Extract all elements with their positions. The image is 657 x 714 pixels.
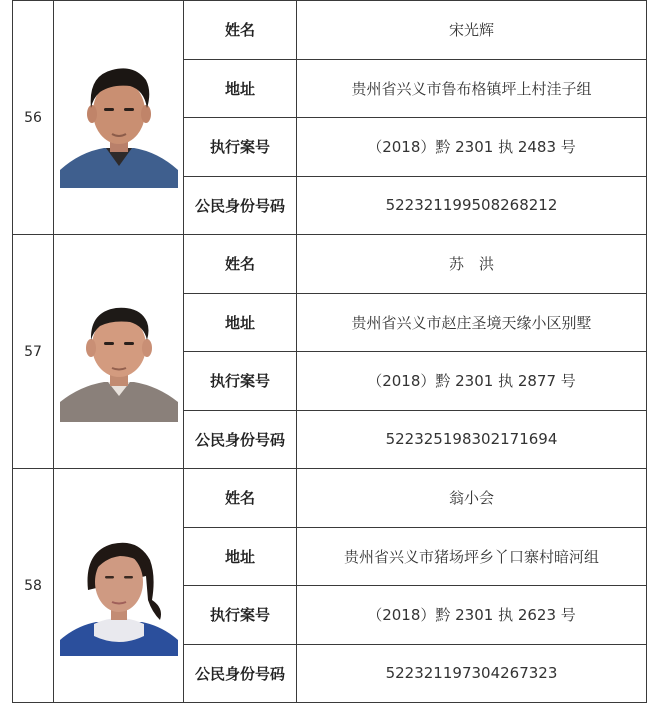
portrait-photo-56 — [60, 48, 178, 188]
portrait-photo-57 — [60, 282, 178, 422]
value-address: 贵州省兴义市猪场坪乡丫口寨村暗河组 — [297, 527, 647, 586]
row-index: 56 — [13, 1, 54, 235]
label-case-number: 执行案号 — [184, 586, 297, 645]
value-case-number: （2018）黔 2301 执 2623 号 — [297, 586, 647, 645]
table-row — [13, 235, 647, 294]
row-index: 57 — [13, 235, 54, 469]
value-id-number: 522325198302171694 — [297, 410, 647, 469]
table-row — [13, 469, 647, 528]
label-name: 姓名 — [184, 1, 297, 60]
label-address: 地址 — [184, 293, 297, 352]
value-id-number: 522321197304267323 — [297, 644, 647, 703]
label-case-number: 执行案号 — [184, 118, 297, 177]
label-address: 地址 — [184, 59, 297, 118]
value-name: 宋光辉 — [297, 1, 647, 60]
value-id-number: 522321199508268212 — [297, 176, 647, 235]
portrait-photo-58 — [60, 516, 178, 656]
row-index: 58 — [13, 469, 54, 703]
value-name: 翁小会 — [297, 469, 647, 528]
value-address: 贵州省兴义市鲁布格镇坪上村洼子组 — [297, 59, 647, 118]
portrait-cell — [54, 469, 184, 703]
value-name: 苏 洪 — [297, 235, 647, 294]
label-case-number: 执行案号 — [184, 352, 297, 411]
portrait-cell — [54, 1, 184, 235]
value-address: 贵州省兴义市赵庄圣境天缘小区别墅 — [297, 293, 647, 352]
label-address: 地址 — [184, 527, 297, 586]
value-case-number: （2018）黔 2301 执 2877 号 — [297, 352, 647, 411]
label-id-number: 公民身份号码 — [184, 644, 297, 703]
portrait-cell — [54, 235, 184, 469]
label-name: 姓名 — [184, 235, 297, 294]
table-row — [13, 1, 647, 60]
label-id-number: 公民身份号码 — [184, 410, 297, 469]
debtor-roster-table — [12, 0, 647, 703]
label-id-number: 公民身份号码 — [184, 176, 297, 235]
value-case-number: （2018）黔 2301 执 2483 号 — [297, 118, 647, 177]
label-name: 姓名 — [184, 469, 297, 528]
